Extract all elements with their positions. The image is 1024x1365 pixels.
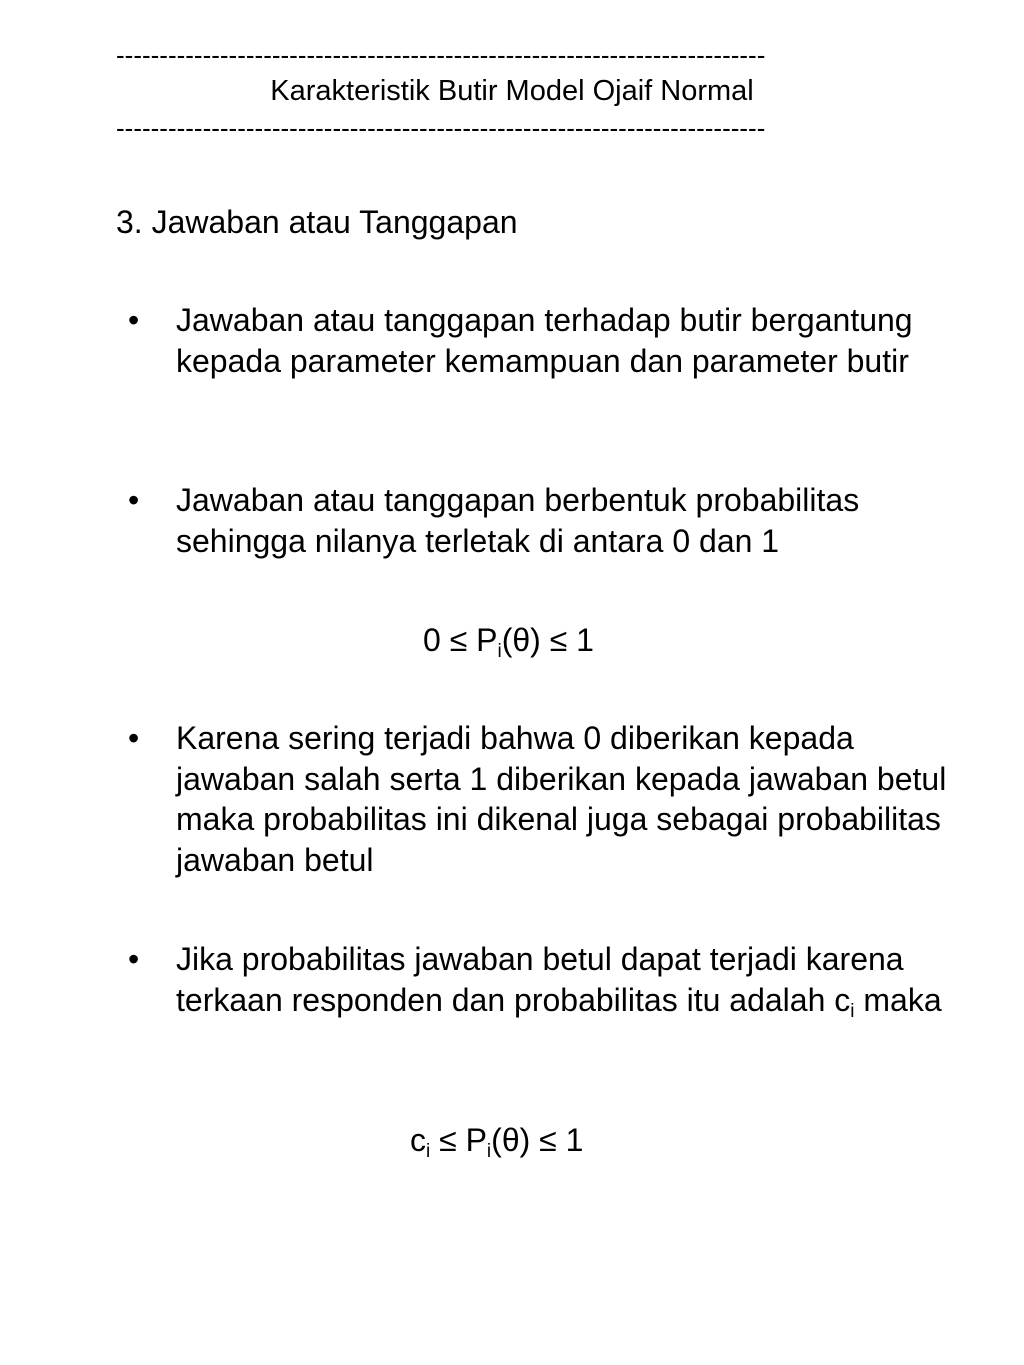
- header-divider-bottom: ---------------------------------------------------------------------------: [116, 113, 766, 143]
- formula-mid: ≤ P: [430, 1122, 487, 1158]
- formula-subscript: i: [497, 641, 502, 662]
- bullet-text-before: Jika probabilitas jawaban betul dapat terjadi karena terkaan responden dan probabilitas itu adalah c: [176, 941, 904, 1018]
- formula-tail: (θ) ≤ 1: [501, 622, 594, 658]
- formula-lead: 0 ≤ P: [423, 622, 498, 658]
- page-header-title: Karakteristik Butir Model Ojaif Normal: [270, 75, 754, 107]
- formula-guessing-range: [410, 1120, 583, 1160]
- bullet-text: [176, 939, 966, 1020]
- bullet-marker: •: [128, 941, 140, 977]
- formula-subscript: i: [486, 1141, 492, 1162]
- formula-probability-range: [423, 620, 594, 660]
- bullet-subscript: i: [850, 1000, 855, 1022]
- bullet-text: Karena sering terjadi bahwa 0 diberikan kepada jawaban salah serta 1 diberikan kepada jawaban betul maka probabilitas ini dikenal juga sebagai probabilitas jawaban betul: [176, 720, 947, 878]
- section-heading: 3. Jawaban atau Tanggapan: [116, 204, 518, 240]
- bullet-marker: •: [128, 720, 140, 756]
- bullet-marker: •: [128, 302, 140, 338]
- bullet-marker: •: [128, 482, 140, 518]
- bullet-text: Jawaban atau tanggapan berbentuk probabilitas sehingga nilanya terletak di antara 0 dan 1: [176, 482, 860, 559]
- formula-lead: c: [410, 1122, 426, 1158]
- formula-tail: (θ) ≤ 1: [491, 1122, 584, 1158]
- formula-subscript: i: [426, 1141, 431, 1162]
- bullet-text-after: maka: [854, 981, 942, 1018]
- header-divider-top: ---------------------------------------------------------------------------: [116, 40, 766, 70]
- bullet-text: Jawaban atau tanggapan terhadap butir bergantung kepada parameter kemampuan dan parameter butir: [176, 302, 913, 379]
